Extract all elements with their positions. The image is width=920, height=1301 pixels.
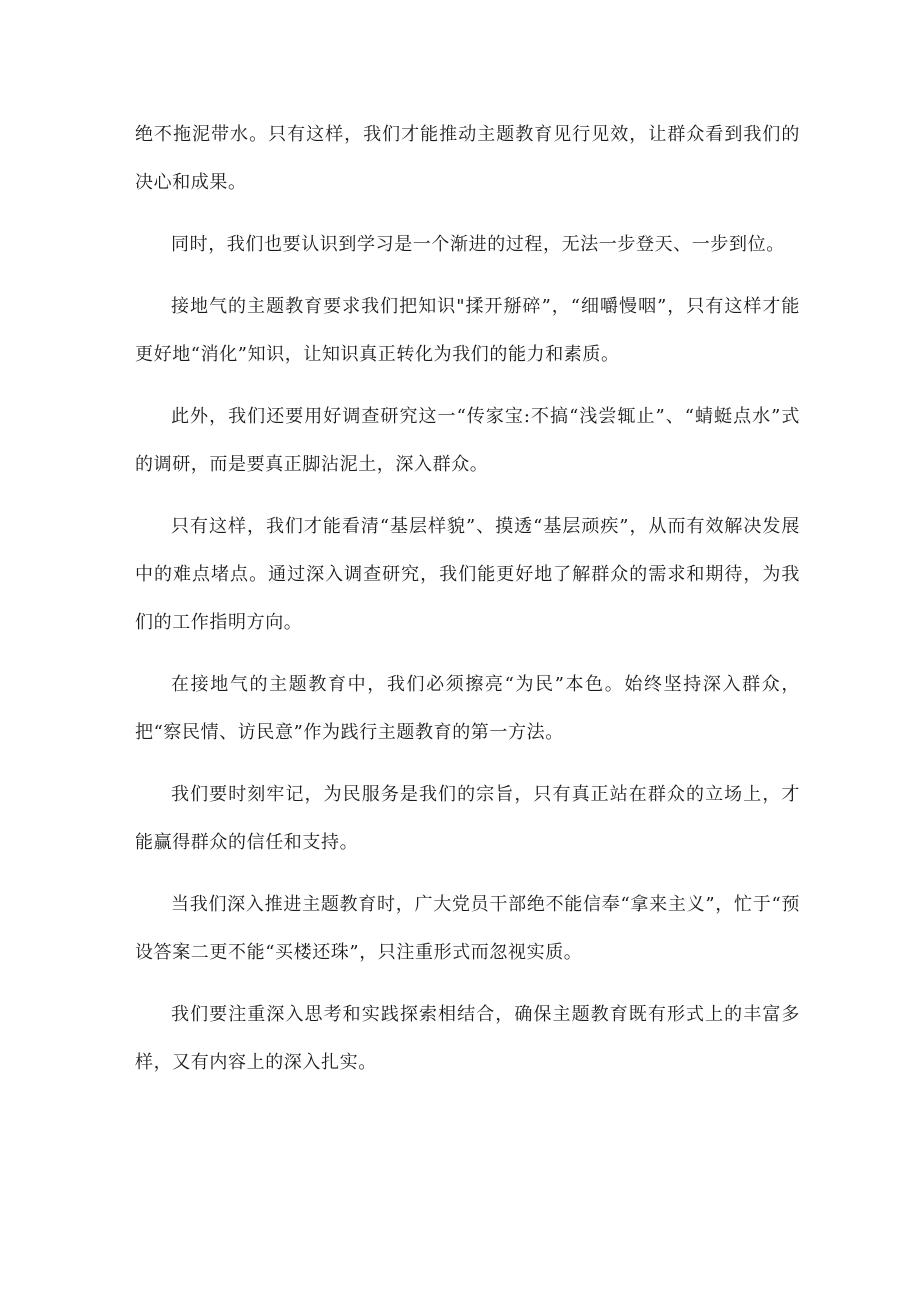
- paragraph-substance: 当我们深入推进主题教育时，广大党员干部绝不能信奉“拿来主义”，忙于“预设答案二更不能“买楼还珠”，只注重形式而忽视实质。: [135, 894, 800, 963]
- paragraph-purpose: 我们要时刻牢记，为民服务是我们的宗旨，只有真正站在群众的立场上，才能赢得群众的信任和支持。: [135, 784, 800, 853]
- paragraph-thinking-practice: 我们要注重深入思考和实践探索相结合，确保主题教育既有形式上的丰富多样，又有内容上的深入扎实。: [135, 1004, 800, 1073]
- paragraph-continuation: 绝不拖泥带水。只有这样，我们才能推动主题教育见行见效，让群众看到我们的决心和成果。: [135, 124, 800, 193]
- paragraph-gradual-learning: 同时，我们也要认识到学习是一个渐进的过程，无法一步登天、一步到位。: [171, 234, 785, 255]
- document-page: [135, 111, 800, 1101]
- paragraph-serve-people: 在接地气的主题教育中，我们必须擦亮“为民”本色。始终坚持深入群众，把“察民情、访民意”作为践行主题教育的第一方法。: [135, 674, 800, 743]
- paragraph-digest-knowledge: 接地气的主题教育要求我们把知识"揉开掰碎”，“细嚼慢咽”，只有这样才能更好地“消化”知识，让知识真正转化为我们的能力和素质。: [135, 296, 800, 365]
- paragraph-investigation: 此外，我们还要用好调查研究这一“传家宝:不搞“浅尝辄止”、“蜻蜓点水”式的调研，而是要真正脚沾泥土，深入群众。: [135, 406, 800, 475]
- paragraph-grassroots: 只有这样，我们才能看清“基层样貌”、摸透“基层顽疾”，从而有效解决发展中的难点堵点。通过深入调查研究，我们能更好地了解群众的需求和期待，为我们的工作指明方向。: [135, 516, 800, 633]
